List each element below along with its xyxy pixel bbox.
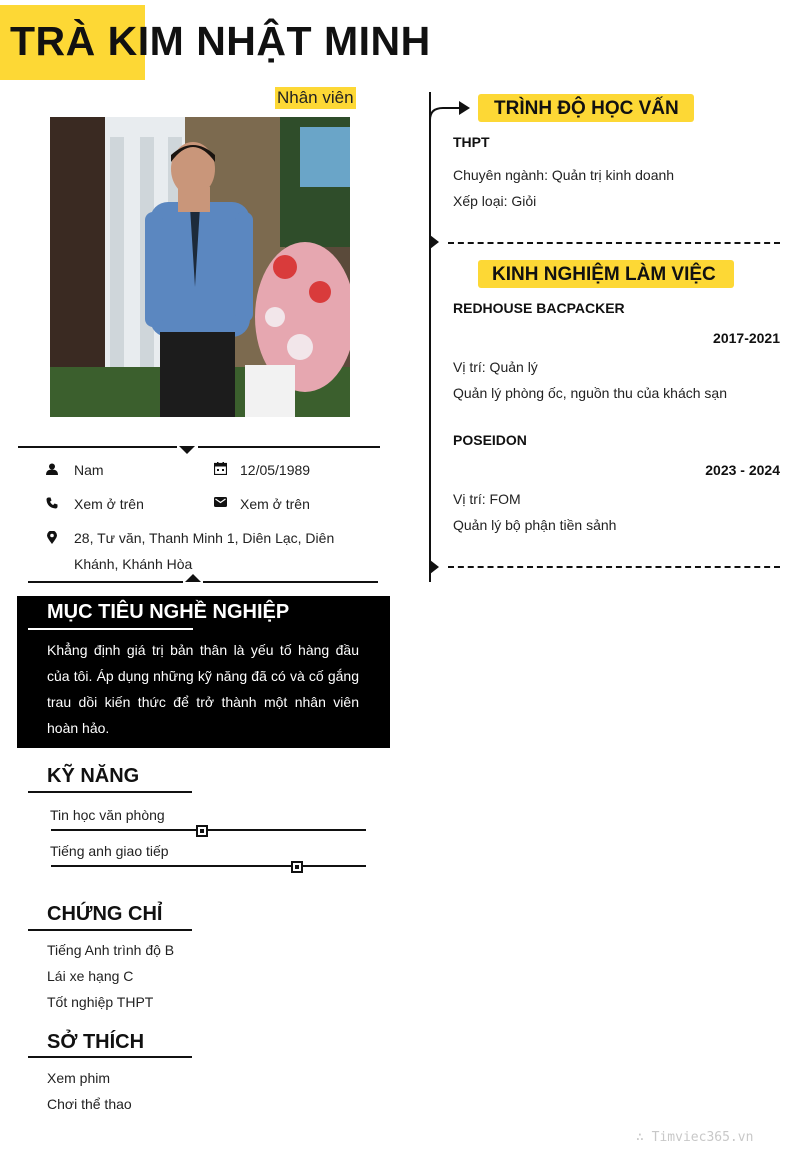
divider-top-left: [18, 446, 177, 448]
experience-title: KINH NGHIỆM LÀM VIỆC: [492, 264, 716, 285]
education-major: Chuyên ngành: Quản trị kinh doanh: [453, 167, 675, 183]
dob-value: 12/05/1989: [240, 462, 311, 478]
career-goal-underline: [28, 628, 193, 630]
section-divider: [448, 566, 780, 568]
divider-bottom-right: [203, 581, 378, 583]
job-description: Quản lý bộ phận tiền sảnh: [453, 517, 617, 533]
job-position: Vị trí: FOM: [453, 491, 521, 507]
calendar-icon: [213, 461, 227, 475]
timeline-line: [429, 92, 431, 582]
hobby-item: Xem phim: [47, 1070, 111, 1086]
certificate-item: Tiếng Anh trình độ B: [47, 942, 175, 958]
watermark: [636, 1130, 753, 1145]
caret-up-icon: [185, 574, 201, 582]
section-divider: [448, 242, 780, 244]
certificates-underline: [28, 929, 192, 931]
career-goal-text: Khẳng định giá trị bản thân là yếu tố hàng đầu của tôi. Áp dụng những kỹ năng đã có và cố gắng trau dồi kiến thức để trở thành một nhân viên hoàn hảo.: [47, 642, 359, 736]
skill-slider-track: [51, 865, 366, 867]
phone-value: Xem ở trên: [74, 496, 144, 512]
hobbies-underline: [28, 1056, 192, 1058]
profile-photo: [50, 117, 350, 417]
timeline-arrow-icon: [429, 98, 473, 122]
job-company: POSEIDON: [453, 432, 527, 448]
divider-bottom-left: [28, 581, 183, 583]
skill-slider-handle[interactable]: [196, 825, 208, 837]
skill-label: Tiếng anh giao tiếp: [50, 843, 169, 859]
education-rank: Xếp loại: Giỏi: [453, 193, 537, 209]
address-line-2: Khánh, Khánh Hòa: [74, 556, 193, 572]
gender-value: Nam: [74, 462, 104, 478]
map-marker-icon: [45, 530, 59, 544]
certificate-item: Lái xe hạng C: [47, 968, 134, 984]
job-period: 2023 - 2024: [705, 462, 780, 478]
career-goal-title: MỤC TIÊU NGHỀ NGHIỆP: [47, 601, 290, 623]
job-company: REDHOUSE BACPACKER: [453, 300, 625, 316]
education-title: TRÌNH ĐỘ HỌC VẤN: [494, 98, 679, 119]
envelope-icon: [213, 495, 227, 509]
certificates-title: CHỨNG CHỈ: [47, 903, 163, 925]
divider-top-right: [198, 446, 380, 448]
skill-label: Tin học văn phòng: [50, 807, 165, 823]
certificate-item: Tốt nghiệp THPT: [47, 994, 154, 1010]
watermark-dots-icon: ∴: [636, 1130, 652, 1145]
job-title: Nhân viên: [277, 88, 354, 107]
candidate-name: TRÀ KIM NHẬT MINH: [10, 18, 431, 64]
phone-icon: [45, 496, 59, 510]
education-school: THPT: [453, 134, 490, 150]
caret-down-icon: [179, 446, 195, 454]
hobby-item: Chơi thể thao: [47, 1096, 132, 1112]
skills-underline: [28, 791, 192, 793]
hobbies-title: SỞ THÍCH: [47, 1031, 145, 1053]
skills-title: KỸ NĂNG: [47, 765, 140, 787]
timeline-marker-icon: [430, 560, 439, 574]
address-line-1: 28, Tư văn, Thanh Minh 1, Diên Lạc, Diên: [74, 530, 335, 546]
job-position: Vị trí: Quản lý: [453, 359, 538, 375]
job-description: Quản lý phòng ốc, nguồn thu của khách sạn: [453, 385, 727, 401]
job-period: 2017-2021: [713, 330, 780, 346]
watermark-text: Timviec365.vn: [651, 1130, 754, 1145]
user-icon: [45, 462, 59, 476]
email-value: Xem ở trên: [240, 496, 310, 512]
timeline-marker-icon: [430, 235, 439, 249]
skill-slider-track: [51, 829, 366, 831]
skill-slider-handle[interactable]: [291, 861, 303, 873]
